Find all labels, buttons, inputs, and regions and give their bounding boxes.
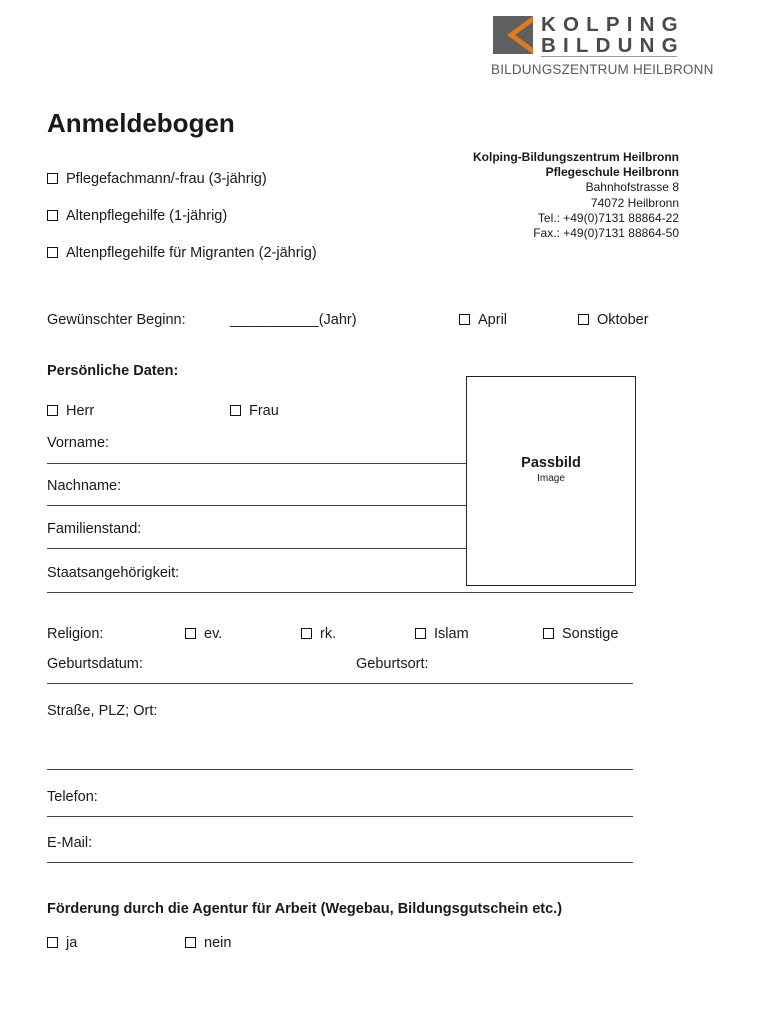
vorname-field[interactable] xyxy=(47,463,467,464)
strasse-label: Straße, PLZ; Ort: xyxy=(47,703,158,719)
checkbox[interactable] xyxy=(543,628,554,639)
option-label: April xyxy=(478,312,508,328)
photo-title: Passbild xyxy=(521,455,581,471)
program-label: Altenpflegehilfe (1-jährig) xyxy=(66,208,228,224)
geburtsort-label: Geburtsort: xyxy=(356,656,429,672)
option-label: nein xyxy=(204,935,232,951)
funding-option-nein[interactable] xyxy=(185,935,231,951)
option-label: Sonstige xyxy=(562,626,619,642)
address-fax: Fax.: +49(0)7131 88864-50 xyxy=(533,226,679,241)
religion-option-rk[interactable] xyxy=(301,626,336,642)
passport-photo-box[interactable] xyxy=(466,376,636,586)
option-label: Frau xyxy=(249,403,279,419)
geburtsdatum-label: Geburtsdatum: xyxy=(47,656,143,672)
checkbox[interactable] xyxy=(185,628,196,639)
familienstand-field[interactable] xyxy=(47,548,467,549)
telefon-label: Telefon: xyxy=(47,789,98,805)
staatsangehoerigkeit-field[interactable] xyxy=(47,592,633,593)
checkbox[interactable] xyxy=(415,628,426,639)
option-label: rk. xyxy=(320,626,337,642)
checkbox[interactable] xyxy=(185,937,196,948)
logo-divider xyxy=(541,56,677,57)
section-heading-personal: Persönliche Daten: xyxy=(47,363,179,379)
checkbox[interactable] xyxy=(459,314,470,325)
vorname-label: Vorname: xyxy=(47,435,110,451)
option-label: Oktober xyxy=(597,312,649,328)
section-heading-funding: Förderung durch die Agentur für Arbeit (Wegebau, Bildungsgutschein etc.) xyxy=(47,901,563,917)
address-block xyxy=(473,150,679,241)
religion-option-islam[interactable] xyxy=(415,626,469,642)
nachname-field[interactable] xyxy=(47,505,467,506)
photo-subtitle: Image xyxy=(537,473,565,484)
address-name: Kolping-Bildungszentrum Heilbronn xyxy=(473,150,679,164)
start-year-field[interactable]: ___________(Jahr) xyxy=(230,312,357,328)
program-option-pflegefachmann[interactable] xyxy=(47,171,267,187)
address-tel: Tel.: +49(0)7131 88864-22 xyxy=(537,210,679,225)
option-label: Herr xyxy=(66,403,95,419)
checkbox[interactable] xyxy=(301,628,312,639)
religion-option-ev[interactable] xyxy=(185,626,222,642)
address-street: Bahnhofstrasse 8 xyxy=(585,180,679,195)
checkbox[interactable] xyxy=(578,314,589,325)
program-label: Altenpflegehilfe für Migranten (2-jährig) xyxy=(66,245,317,261)
checkbox[interactable] xyxy=(47,173,58,184)
birth-field[interactable] xyxy=(47,683,633,684)
option-label: Islam xyxy=(434,626,469,642)
program-option-altenpflegehilfe[interactable] xyxy=(47,208,227,224)
email-label: E-Mail: xyxy=(47,835,93,851)
religion-label: Religion: xyxy=(47,626,104,642)
page-title: Anmeldebogen xyxy=(47,108,235,138)
kolping-logo-icon xyxy=(493,16,533,54)
checkbox[interactable] xyxy=(47,937,58,948)
program-label: Pflegefachmann/-frau (3-jährig) xyxy=(66,171,267,187)
checkbox[interactable] xyxy=(230,405,241,416)
checkbox[interactable] xyxy=(47,247,58,258)
staatsangehoerigkeit-label: Staatsangehörigkeit: xyxy=(47,565,180,581)
telefon-field[interactable] xyxy=(47,816,633,817)
logo-text-bildung: BILDUNG xyxy=(541,34,685,57)
address-city: 74072 Heilbronn xyxy=(590,195,679,210)
start-option-april[interactable] xyxy=(459,312,507,328)
nachname-label: Nachname: xyxy=(47,478,122,494)
familienstand-label: Familienstand: xyxy=(47,521,142,537)
start-label: Gewünschter Beginn: xyxy=(47,312,186,328)
option-label: ja xyxy=(66,935,78,951)
checkbox[interactable] xyxy=(47,405,58,416)
funding-option-ja[interactable] xyxy=(47,935,77,951)
religion-option-sonstige[interactable] xyxy=(543,626,618,642)
program-option-migranten[interactable] xyxy=(47,245,317,261)
logo-text-kolping: KOLPING xyxy=(541,13,685,36)
email-field[interactable] xyxy=(47,862,633,863)
option-label: ev. xyxy=(204,626,223,642)
salutation-option-herr[interactable] xyxy=(47,403,94,419)
start-option-oktober[interactable] xyxy=(578,312,649,328)
salutation-option-frau[interactable] xyxy=(230,403,279,419)
logo-subtitle: BILDUNGSZENTRUM HEILBRONN xyxy=(491,62,714,77)
checkbox[interactable] xyxy=(47,210,58,221)
address-school: Pflegeschule Heilbronn xyxy=(545,165,679,180)
strasse-field[interactable] xyxy=(47,769,633,770)
